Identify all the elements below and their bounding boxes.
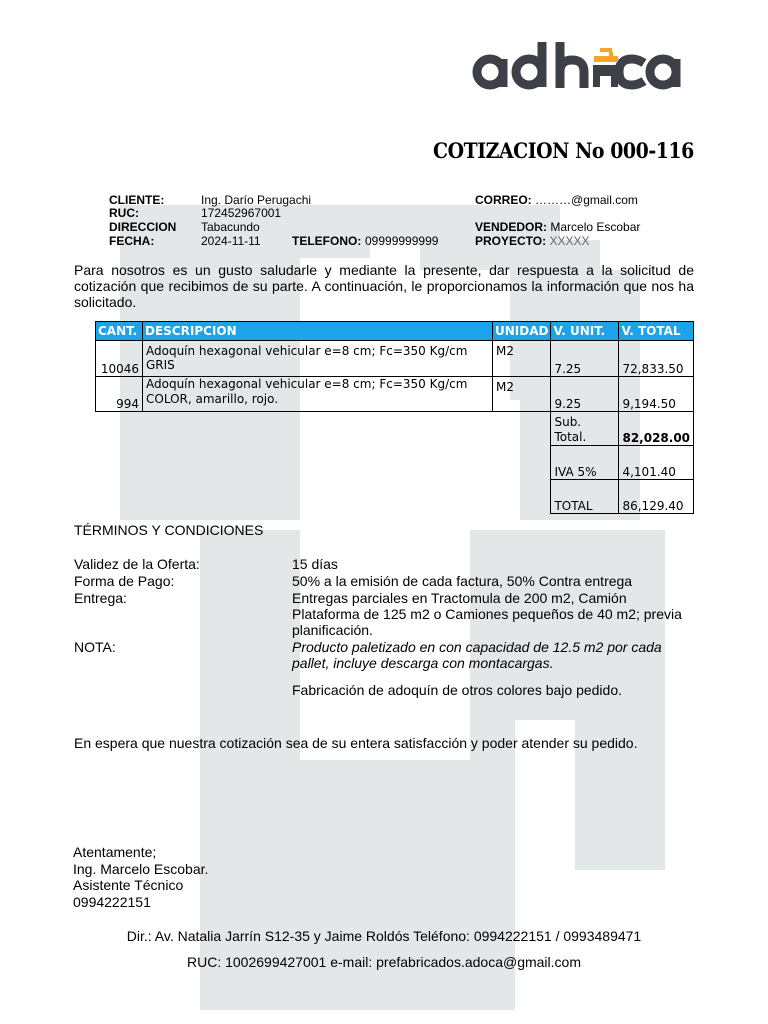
total-label: TOTAL [551, 480, 619, 514]
vendedor-field: VENDEDOR: Marcelo Escobar [475, 220, 641, 234]
direccion-value: Tabacundo [201, 220, 260, 234]
row-v-unit: 7.25 [551, 341, 619, 377]
row-unidad: M2 [493, 377, 551, 412]
row-unidad: M2 [493, 341, 551, 377]
signature-role: Asistente Técnico [73, 877, 184, 893]
table-header-row [96, 322, 694, 341]
correo-value: ………@gmail.com [535, 193, 638, 207]
signature-block [73, 844, 208, 910]
nota-value: Producto paletizado en con capacidad de 12.5 m2 por cada pallet, incluye descarga con montacargas. [292, 639, 662, 671]
nota-label: NOTA: [74, 639, 116, 655]
vendedor-value: Marcelo Escobar [550, 220, 641, 234]
validez-value: 15 días [292, 556, 338, 572]
entrega-value: Entregas parciales en Tractomula de 200 m2, Camión Plataforma de 125 m2 o Camiones pequeños de 40 m2; previa planificación. [292, 590, 682, 638]
telefono-value: 09999999999 [365, 234, 439, 248]
proyecto-field: PROYECTO: XXXXX [475, 234, 590, 248]
iva-label: IVA 5% [551, 446, 619, 480]
subtotal-label: Sub. Total. [551, 412, 619, 446]
ruc-value: 172452967001 [201, 206, 282, 220]
signature-name: Ing. Marcelo Escobar. [73, 860, 209, 877]
total-value: 86,129.40 [619, 480, 694, 514]
row-descripcion: Adoquín hexagonal vehicular e=8 cm; Fc=350 Kg/cm COLOR, amarillo, rojo. [143, 377, 493, 412]
closing-text: En espera que nuestra cotización sea de su entera satisfacción y poder atender su pedido. [74, 735, 638, 751]
row-v-total: 9,194.50 [619, 377, 694, 412]
terms-heading: TÉRMINOS Y CONDICIONES [74, 522, 264, 538]
signature-line: Atentamente; [73, 844, 157, 860]
pago-label: Forma de Pago: [74, 573, 175, 589]
footer-contact: RUC: 1002699427001 e-mail: prefabricados.adoca@gmail.com [187, 954, 581, 970]
row-v-unit: 9.25 [551, 377, 619, 412]
iva-row [96, 446, 694, 480]
quote-title: COTIZACION No 000-116 [433, 138, 694, 163]
row-cant: 10046 [96, 341, 143, 377]
row-descripcion: Adoquín hexagonal vehicular e=8 cm; Fc=350 Kg/cm GRIS [143, 341, 493, 377]
direccion-label: DIRECCION [109, 220, 177, 234]
table-row [96, 341, 694, 377]
signature-phone: 0994222151 [73, 893, 151, 910]
validez-label: Validez de la Oferta: [74, 556, 200, 572]
row-v-total: 72,833.50 [619, 341, 694, 377]
ruc-label: RUC: [109, 206, 139, 220]
items-table [95, 321, 694, 514]
proyecto-value: XXXXX [549, 234, 590, 248]
subtotal-row [96, 412, 694, 446]
footer-address: Dir.: Av. Natalia Jarrín S12-35 y Jaime Roldós Teléfono: 0994222151 / 0993489471 [126, 928, 642, 944]
cliente-label: CLIENTE: [109, 193, 165, 207]
telefono-label: TELEFONO: [292, 234, 362, 248]
company-logo [472, 38, 694, 98]
header-v-total: V. TOTAL [619, 322, 694, 341]
pago-value: 50% a la emisión de cada factura, 50% Contra entrega [292, 573, 633, 589]
row-cant: 994 [96, 377, 143, 412]
total-row [96, 480, 694, 514]
subtotal-value: 82,028.00 [619, 412, 694, 446]
entrega-label: Entrega: [74, 590, 127, 606]
fecha-label: FECHA: [109, 234, 155, 248]
header-descripcion: DESCRIPCION [143, 322, 493, 341]
header-v-unit: V. UNIT. [551, 322, 619, 341]
correo-field: CORREO: ………@gmail.com [475, 193, 638, 207]
header-cant: CANT. [96, 322, 143, 341]
nota-extra: Fabricación de adoquín de otros colores bajo pedido. [292, 682, 622, 698]
iva-value: 4,101.40 [619, 446, 694, 480]
cliente-value: Ing. Darío Perugachi [201, 193, 312, 207]
header-unidad: UNIDAD [493, 322, 551, 341]
fecha-value: 2024-11-11 [201, 234, 261, 248]
intro-paragraph: Para nosotros es un gusto saludarle y mediante la presente, dar respuesta a la solicitud de cotización que recibimos de su parte. A continuación, le proporcionamos la información que nos ha solicitado. [74, 262, 694, 310]
table-row [96, 377, 694, 412]
